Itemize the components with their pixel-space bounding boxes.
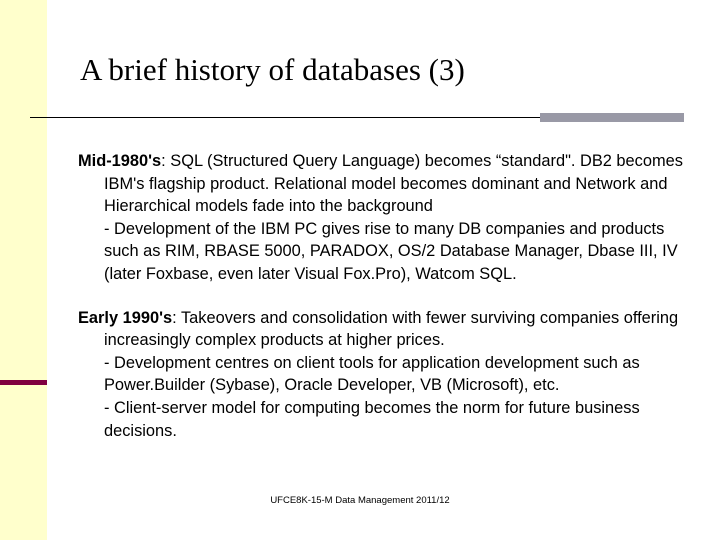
paragraph-early-1990s xyxy=(78,307,693,443)
paragraph-lead: Early 1990's xyxy=(78,308,173,327)
paragraph-subpoint: - Development of the IBM PC gives rise to many DB companies and products such as RIM, RBASE 5000, PARADOX, OS/2 Database Manager, Dbase III, IV (later Foxbase, even later Visual Fox.Pro), Watcom SQL. xyxy=(104,219,678,283)
slide-content xyxy=(78,150,693,463)
paragraph-mid-1980s xyxy=(78,150,693,286)
paragraph-subpoint: - Development centres on client tools for application development such as Power.Builder (Sybase), Oracle Developer, VB (Microsoft), etc. xyxy=(104,353,640,395)
paragraph-text: : SQL (Structured Query Language) becomes “standard". DB2 becomes IBM's flagship product. Relational model becomes dominant and Network and Hierarchical models fade into the background xyxy=(104,152,683,216)
title-rule-line xyxy=(30,117,540,118)
title-rule-block xyxy=(540,113,684,122)
slide-footer: UFCE8K-15-M Data Management 2011/12 xyxy=(270,495,450,506)
side-accent-bar xyxy=(0,380,47,385)
slide-title: A brief history of databases (3) xyxy=(80,52,465,87)
paragraph-subpoint: - Client-server model for computing becomes the norm for future business decisions. xyxy=(104,398,640,440)
paragraph-lead: Mid-1980's xyxy=(78,152,162,170)
side-band xyxy=(0,0,47,540)
paragraph-text: : Takeovers and consolidation with fewer surviving companies offering increasingly complex products at higher prices. xyxy=(104,308,679,350)
